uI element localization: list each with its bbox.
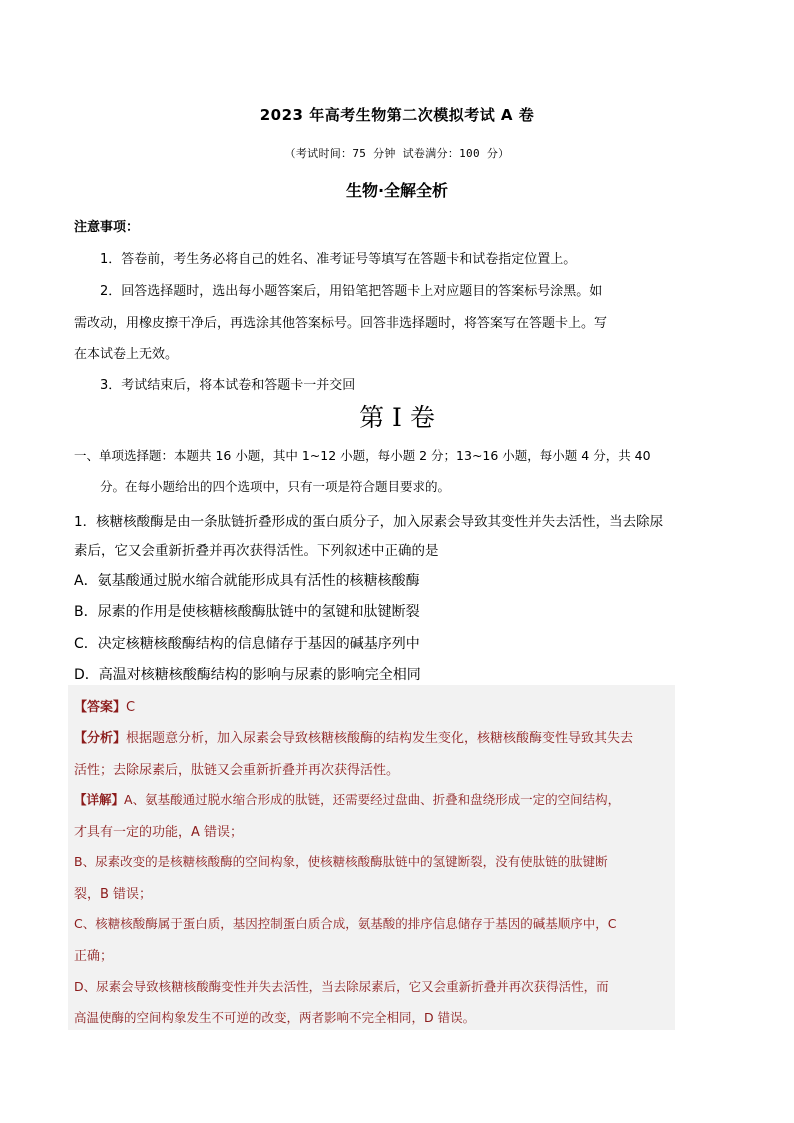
detail-c-line-1: C、核糖核酸酶属于蛋白质，基因控制蛋白质合成，氨基酸的排序信息储存于基因的碱基顺序中，C <box>74 916 617 931</box>
option-c: C．决定核糖核酸酶结构的信息储存于基因的碱基序列中 <box>74 636 420 652</box>
note-item-1: 1．答卷前，考生务必将自己的姓名、准考证号等填写在答题卡和试卷指定位置上。 <box>100 252 577 267</box>
detail-d-line-1: D、尿素会导致核糖核酸酶变性并失去活性，当去除尿素后，它又会重新折叠并再次获得活性，而 <box>74 979 609 994</box>
question-stem-line-1: 1．核糖核酸酶是由一条肽链折叠形成的蛋白质分子，加入尿素会导致其变性并失去活性，当去除尿 <box>74 514 664 530</box>
analysis-line-2: 活性；去除尿素后，肽链又会重新折叠并再次获得活性。 <box>74 763 400 778</box>
section-instruction-line-1: 一、单项选择题：本题共 16 小题，其中 1~12 小题，每小题 2 分；13~16 小题，每小题 4 分，共 40 <box>74 448 651 463</box>
detail-a-text-1: A、氨基酸通过脱水缩合形成的肽链，还需要经过盘曲、折叠和盘绕形成一定的空间结构， <box>124 792 621 807</box>
note-item-2-line-2: 需改动，用橡皮擦干净后，再选涂其他答案标号。回答非选择题时，将答案写在答题卡上。写 <box>74 316 608 331</box>
option-b: B．尿素的作用是使核糖核酸酶肽链中的氢键和肽键断裂 <box>74 604 420 620</box>
question-stem-line-2: 素后，它又会重新折叠并再次获得活性。下列叙述中正确的是 <box>74 543 439 559</box>
exam-time-and-score: （考试时间：75 分钟 试卷满分：100 分） <box>284 147 510 160</box>
section-title: 第 I 卷 <box>359 403 435 432</box>
notes-heading: 注意事项： <box>74 220 140 235</box>
note-item-3: 3．考试结束后，将本试卷和答题卡一并交回 <box>100 378 356 393</box>
detail-tag: 【详解】 <box>74 792 125 807</box>
detail-b-line-2: 裂，B 错误； <box>74 887 153 902</box>
analysis-line-1 <box>74 727 633 746</box>
note-item-2-line-3: 在本试卷上无效。 <box>74 347 179 362</box>
detail-a-line-2: 才具有一定的功能，A 错误； <box>74 825 244 840</box>
detail-b-line-1: B、尿素改变的是核糖核酸酶的空间构象，使核糖核酸酶肽链中的氢键断裂，没有使肽链的肽键断 <box>74 854 608 869</box>
analysis-text-1: 根据题意分析，加入尿素会导致核糖核酸酶的结构发生变化，核糖核酸酶变性导致其失去 <box>126 731 634 746</box>
answer-tag: 【答案】 <box>74 700 127 715</box>
answer-value: C <box>126 700 136 715</box>
exam-title: 2023 年高考生物第二次模拟考试 A 卷 <box>259 106 535 124</box>
section-instruction-line-2: 分。在每小题给出的四个选项中，只有一项是符合题目要求的。 <box>100 479 451 494</box>
detail-line-1 <box>74 790 620 808</box>
answer-line <box>74 696 135 715</box>
note-item-2-line-1: 2．回答选择题时，选出每小题答案后，用铅笔把答题卡上对应题目的答案标号涂黑。如 <box>100 284 603 299</box>
detail-c-line-2: 正确； <box>74 949 114 964</box>
analysis-tag: 【分析】 <box>74 731 127 746</box>
document-subject: 生物·全解全析 <box>345 181 449 200</box>
detail-d-line-2: 高温使酶的空间构象发生不可逆的改变，两者影响不完全相同，D 错误。 <box>74 1010 476 1025</box>
option-a: A．氨基酸通过脱水缩合就能形成具有活性的核糖核酸酶 <box>74 573 420 589</box>
option-d: D．高温对核糖核酸酶结构的影响与尿素的影响完全相同 <box>74 667 421 683</box>
